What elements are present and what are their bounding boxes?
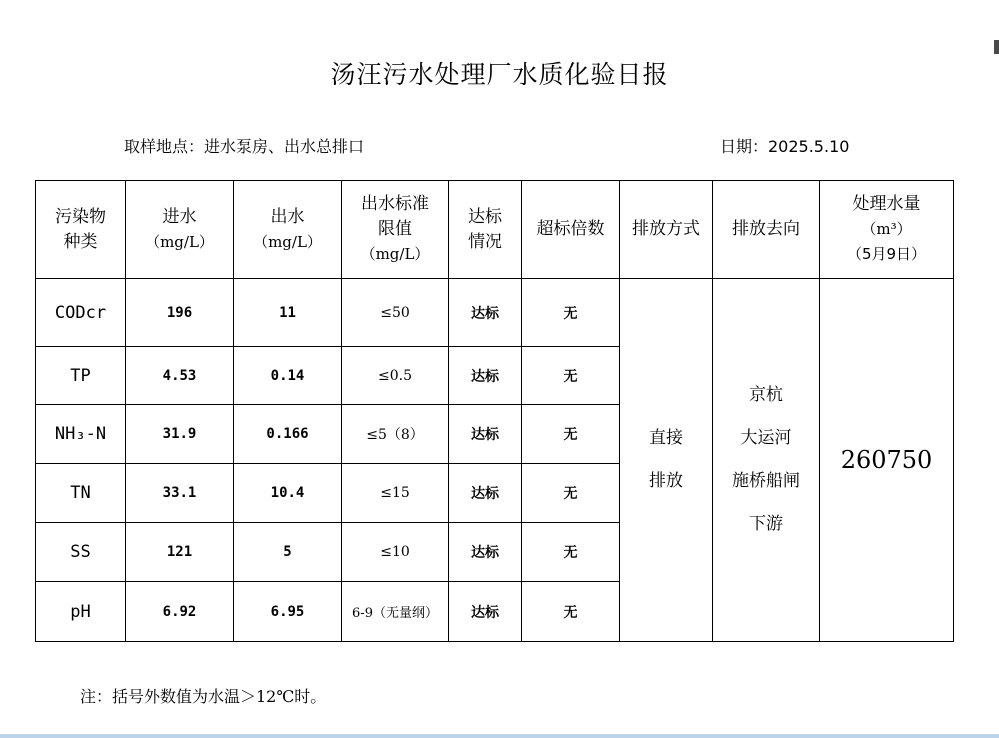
influent-cell: 196 (126, 279, 234, 347)
effluent-cell: 0.14 (234, 347, 342, 405)
influent-cell: 31.9 (126, 405, 234, 464)
treated-volume-cell: 260750 (820, 279, 954, 642)
exceed-cell: 无 (522, 464, 620, 523)
header-standard-unit: （mg/L） (360, 245, 430, 263)
header-influent (126, 181, 234, 279)
discharge-method-cell (620, 279, 713, 642)
compliance-cell: 达标 (449, 464, 522, 523)
water-quality-table (35, 180, 954, 642)
header-compliance-line2: 情况 (468, 231, 502, 252)
destination-line3: 施桥船闸 (732, 471, 800, 491)
header-discharge-method: 排放方式 (620, 181, 713, 279)
header-influent-unit: （mg/L） (145, 232, 214, 251)
header-effluent-line1: 出水 (270, 206, 305, 227)
header-standard-line1: 出水标准 (361, 194, 429, 214)
header-effluent-unit: （mg/L） (253, 232, 322, 251)
footnote: 注：括号外数值为水温＞12℃时。 (80, 687, 327, 706)
influent-cell: 4.53 (126, 347, 234, 405)
standard-cell: 6-9（无量纲） (342, 582, 449, 642)
pollutant-cell: TP (36, 347, 126, 405)
influent-cell: 33.1 (126, 464, 234, 523)
pollutant-cell: pH (36, 582, 126, 642)
header-standard-line2: 限值 (378, 219, 412, 239)
discharge-method-line1: 直接 (649, 428, 683, 448)
standard-cell: ≤10 (342, 523, 449, 582)
header-volume-date: （5月9日） (846, 245, 927, 263)
report-title: 汤汪污水处理厂水质化验日报 (330, 60, 669, 89)
discharge-method-line2: 排放 (649, 471, 683, 491)
header-pollutant (36, 181, 126, 279)
effluent-cell: 5 (234, 523, 342, 582)
standard-cell: ≤50 (342, 279, 449, 347)
exceed-cell: 无 (522, 405, 620, 464)
exceed-cell: 无 (522, 279, 620, 347)
header-compliance (449, 181, 522, 279)
report-date: 日期：2025.5.10 (720, 137, 850, 156)
header-pollutant-line2: 种类 (63, 231, 98, 252)
header-discharge-destination: 排放去向 (713, 181, 820, 279)
effluent-cell: 10.4 (234, 464, 342, 523)
discharge-destination-cell (713, 279, 820, 642)
exceed-cell: 无 (522, 582, 620, 642)
compliance-cell: 达标 (449, 582, 522, 642)
compliance-cell: 达标 (449, 347, 522, 405)
standard-cell: ≤5（8） (342, 405, 449, 464)
pollutant-cell: TN (36, 464, 126, 523)
compliance-cell: 达标 (449, 523, 522, 582)
header-compliance-line1: 达标 (468, 206, 502, 227)
header-influent-line1: 进水 (162, 206, 197, 227)
standard-cell: ≤0.5 (342, 347, 449, 405)
window-edge-marker (994, 40, 999, 54)
header-standard (342, 181, 449, 279)
destination-line1: 京杭 (749, 385, 783, 405)
effluent-cell: 0.166 (234, 405, 342, 464)
exceed-cell: 无 (522, 347, 620, 405)
destination-line4: 下游 (749, 514, 783, 534)
exceed-cell: 无 (522, 523, 620, 582)
header-volume (820, 181, 954, 279)
header-effluent (234, 181, 342, 279)
header-pollutant-line1: 污染物 (55, 206, 106, 227)
header-volume-line1: 处理水量 (852, 194, 921, 214)
sampling-location: 取样地点：进水泵房、出水总排口 (124, 137, 365, 156)
header-row (36, 181, 954, 279)
standard-cell: ≤15 (342, 464, 449, 523)
influent-cell: 121 (126, 523, 234, 582)
effluent-cell: 6.95 (234, 582, 342, 642)
influent-cell: 6.92 (126, 582, 234, 642)
pollutant-cell: NH₃-N (36, 405, 126, 464)
pollutant-cell: CODcr (36, 279, 126, 347)
bottom-scroll-bar (0, 734, 999, 738)
pollutant-cell: SS (36, 523, 126, 582)
destination-line2: 大运河 (740, 428, 792, 448)
header-exceed-multiple: 超标倍数 (522, 181, 620, 279)
compliance-cell: 达标 (449, 405, 522, 464)
table-row (36, 279, 954, 347)
effluent-cell: 11 (234, 279, 342, 347)
compliance-cell: 达标 (449, 279, 522, 347)
header-volume-unit: （m³） (861, 220, 912, 238)
